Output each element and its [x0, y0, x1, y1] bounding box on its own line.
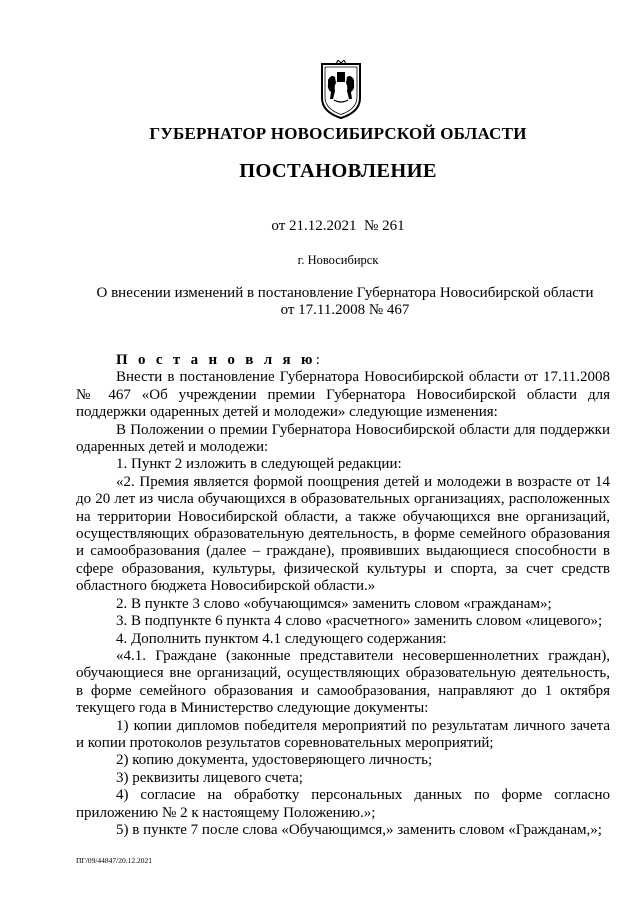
document-body: [76, 352, 610, 839]
decree-colon: :: [315, 352, 320, 368]
body-paragraph: 2. В пункте 3 слово «обучающимся» заменить словом «гражданам»;: [116, 595, 552, 612]
document-date: от 21.12.2021: [271, 218, 357, 234]
body-paragraph: 4) согласие на обработку персональных данных по форме согласно приложению № 2 к настоящему Положению.»;: [76, 787, 610, 821]
registration-code: ПГ/09/44847/20.12.2021: [76, 856, 153, 865]
body-paragraph: В Положении о премии Губернатора Новосибирской области для поддержки одаренных детей и молодежи:: [76, 421, 610, 456]
body-paragraph: «2. Премия является формой поощрения детей и молодежи в возрасте от 14 до 20 лет из числа обучающихся в образовательных организациях, расположенных на территории Новосибирской области, а также обучающихся вне организаций, осуществляющих образовательную деятельность, в форме семейного образования и самообразования (далее – граждане), проявивших выдающиеся способности в сфере образования, культуры, физической культуры и спорта, за счет средств областного бюджета Новосибирской области.»: [76, 473, 610, 595]
document-subject: [80, 285, 610, 319]
coat-of-arms-icon: [316, 60, 366, 122]
decree-word: П о с т а н о в л я ю: [116, 352, 316, 368]
subject-line-1: О внесении изменений в постановление Губернатора Новосибирской области: [96, 285, 594, 301]
city: г. Новосибирск: [297, 253, 379, 267]
body-paragraph: 5) в пункте 7 после слова «Обучающимся,» заменить словом «Гражданам,»;: [116, 821, 602, 838]
body-paragraph: 1) копии дипломов победителя мероприятий по результатам личного зачета и копии протоколов результатов соревновательных мероприятий;: [76, 717, 610, 751]
body-paragraph: 4. Дополнить пунктом 4.1 следующего содержания:: [116, 630, 447, 647]
document-number: № 261: [364, 218, 405, 234]
body-paragraph: «4.1. Граждане (законные представители несовершеннолетних граждан), обучающиеся вне организаций, осуществляющих образовательную деятельность, в форме семейного образования и самообразования, направляют до 1 октября текущего года в Министерство следующие документы:: [76, 647, 610, 717]
issuer-title: ГУБЕРНАТОР НОВОСИБИРСКОЙ ОБЛАСТИ: [149, 124, 527, 143]
document-type: ПОСТАНОВЛЕНИЕ: [239, 160, 437, 182]
decree-line: [76, 352, 610, 369]
body-paragraph: 1. Пункт 2 изложить в следующей редакции:: [116, 456, 402, 473]
body-paragraph: 3. В подпункте 6 пункта 4 слово «расчетного» заменить словом «лицевого»;: [116, 613, 603, 630]
body-paragraph: 2) копию документа, удостоверяющего личность;: [116, 752, 433, 769]
subject-line-2: от 17.11.2008 № 467: [280, 302, 410, 318]
body-paragraph: Внести в постановление Губернатора Новосибирской области от 17.11.2008 № 467 «Об учреждении премии Губернатора Новосибирской области для поддержки одаренных детей и молодежи» следующие изменения:: [76, 369, 610, 421]
date-number-line: [0, 218, 640, 235]
body-paragraph: 3) реквизиты лицевого счета;: [116, 769, 303, 786]
